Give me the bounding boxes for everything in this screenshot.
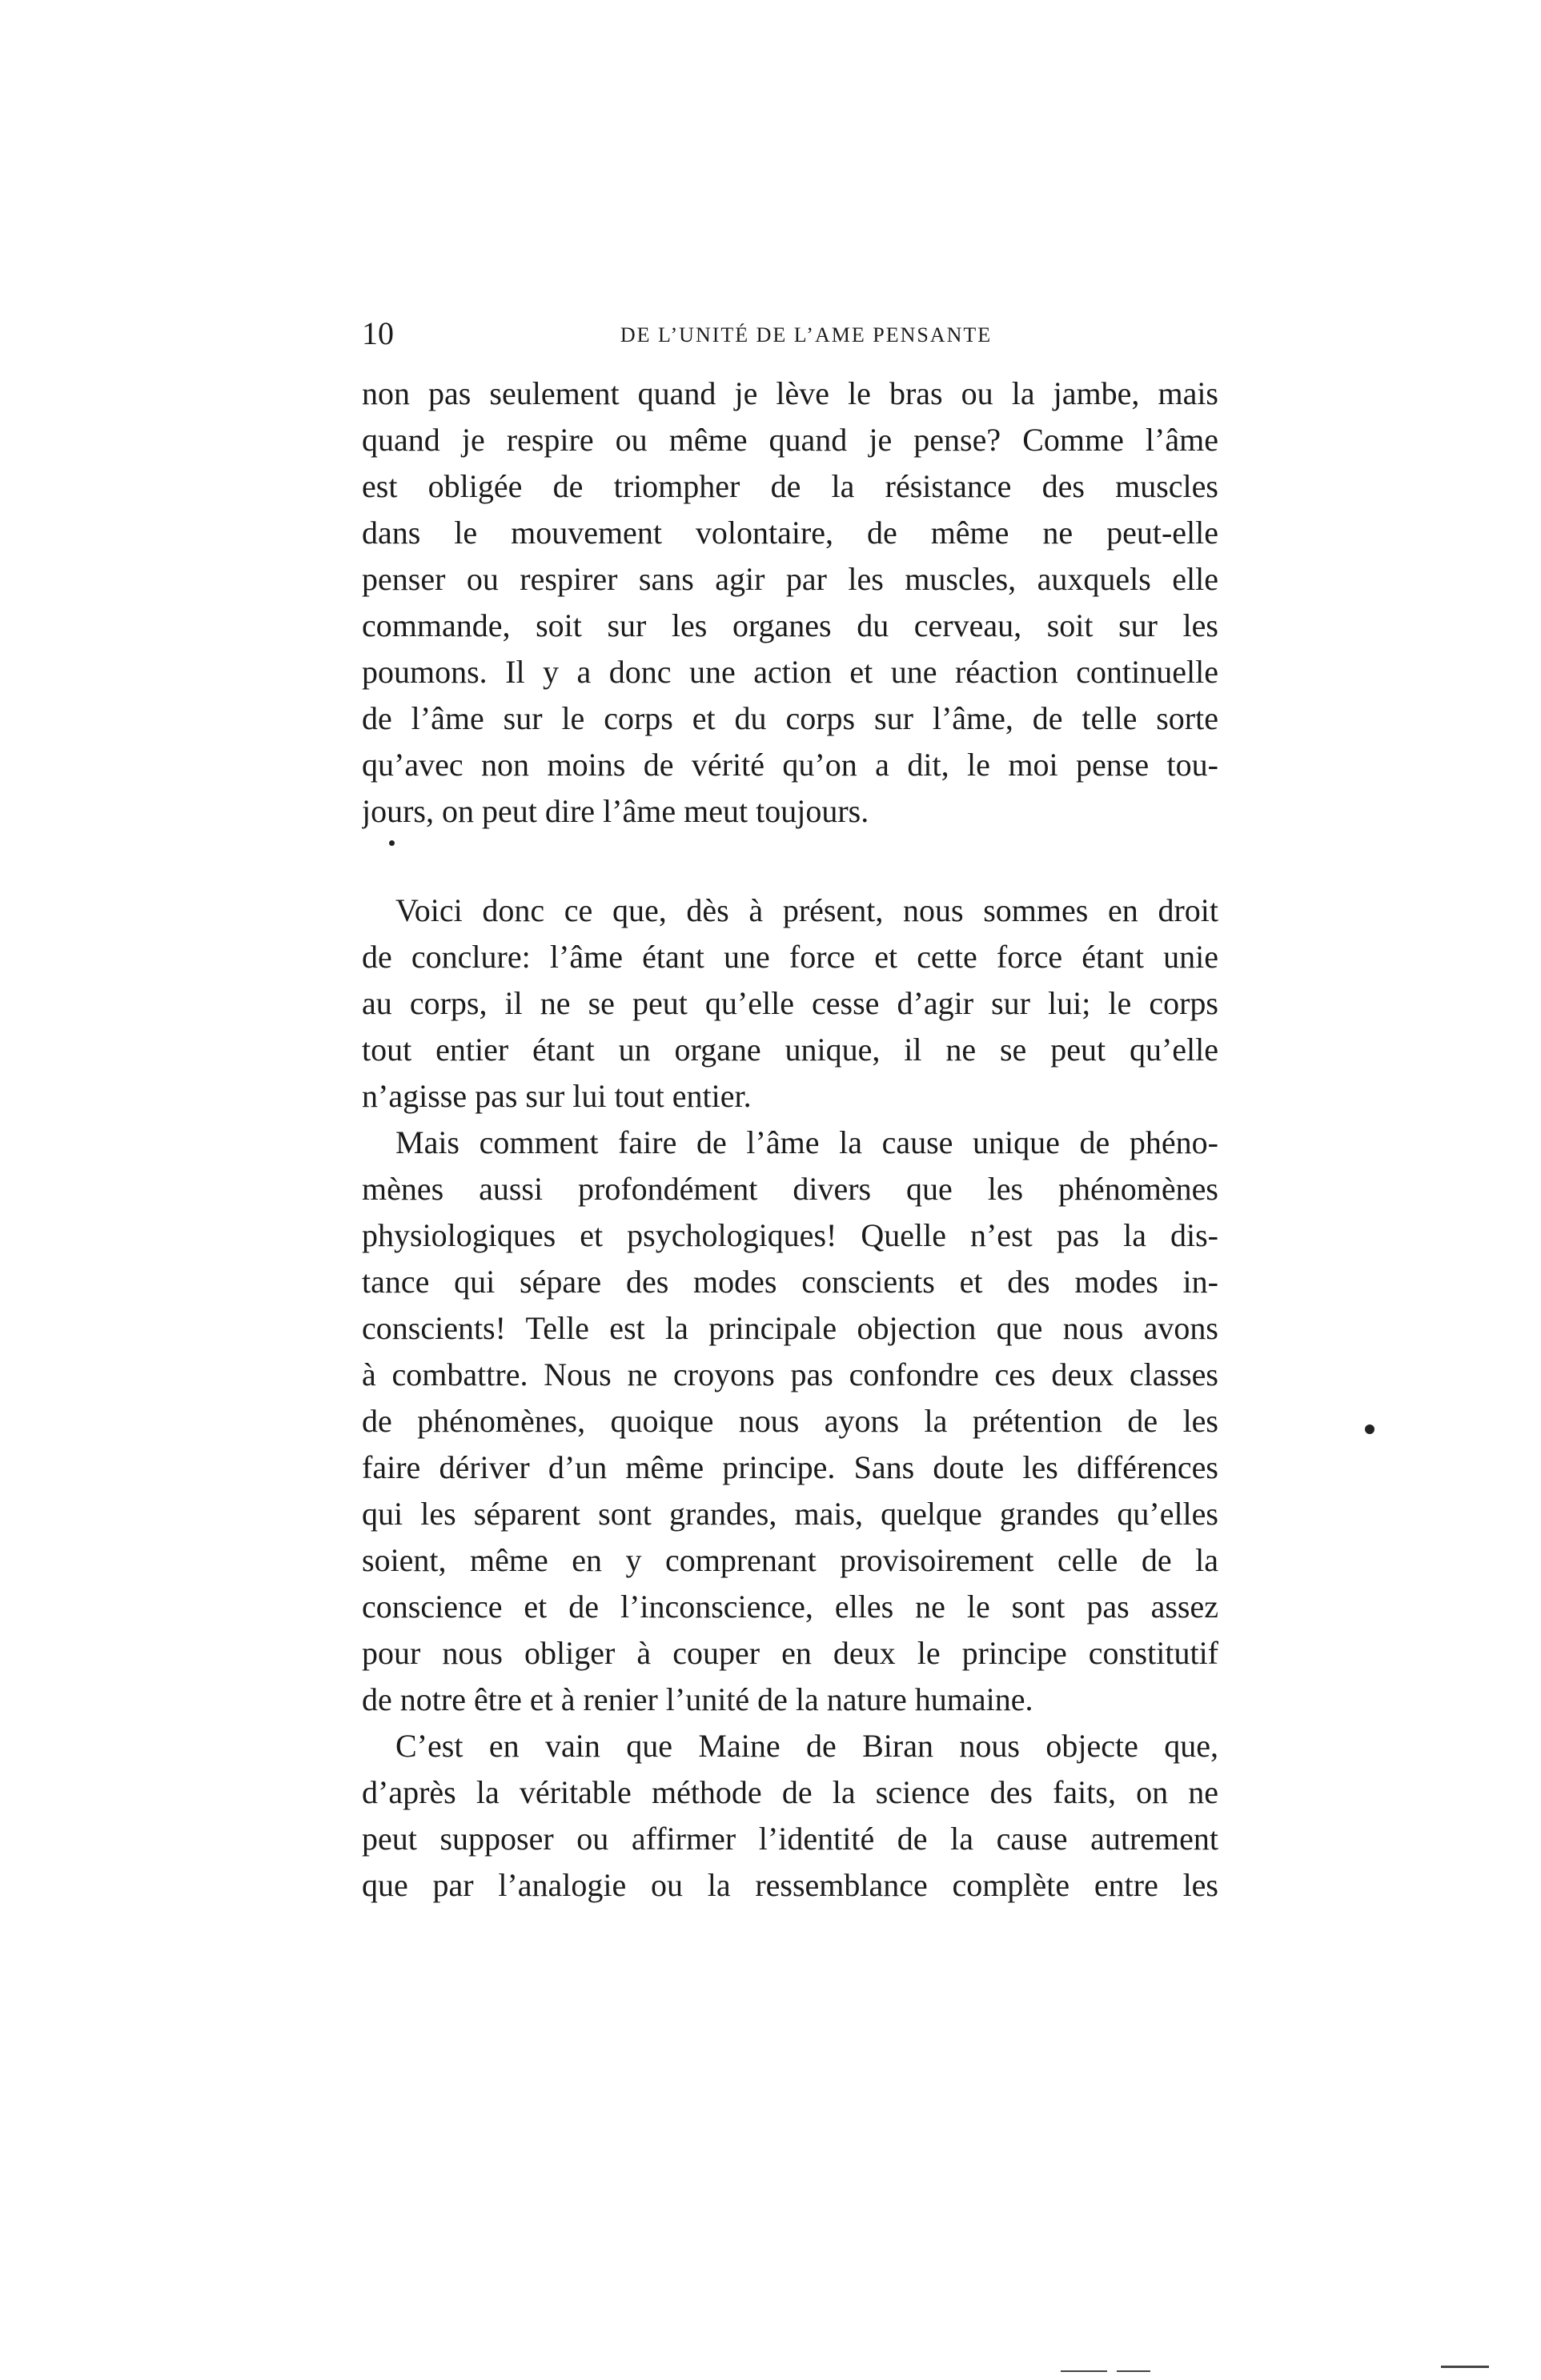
text-line: de notre être et à renier l’unité de la nature humaine. xyxy=(362,1681,1033,1717)
text-line: poumons. Il y a donc une action et une réaction continuelle xyxy=(362,654,1218,690)
body-text xyxy=(362,371,1218,1909)
text-line: dans le mouvement volontaire, de même ne peut-elle xyxy=(362,515,1218,551)
text-line: d’après la véritable méthode de la science des faits, on ne xyxy=(362,1774,1218,1810)
text-line: conscience et de l’inconscience, elles ne le sont pas assez xyxy=(362,1589,1218,1625)
scan-mark xyxy=(1441,2366,1489,2368)
text-line: n’agisse pas sur lui tout entier. xyxy=(362,1078,752,1114)
text-line: non pas seulement quand je lève le bras ou la jambe, mais xyxy=(362,375,1218,411)
text-line: tout entier étant un organe unique, il ne se peut qu’elle xyxy=(362,1032,1218,1068)
text-line: de phénomènes, quoique nous ayons la prétention de les xyxy=(362,1403,1218,1439)
text-line: tance qui sépare des modes conscients et des modes in- xyxy=(362,1264,1218,1300)
running-head xyxy=(362,314,1218,354)
paragraph-2 xyxy=(362,887,1218,1120)
scan-mark xyxy=(1061,2370,1107,2372)
text-line: que par l’analogie ou la ressemblance complète entre les xyxy=(362,1867,1218,1903)
text-line: Voici donc ce que, dès à présent, nous sommes en droit xyxy=(395,892,1218,928)
scan-mark xyxy=(1117,2370,1150,2372)
text-line: peut supposer ou affirmer l’identité de la cause autrement xyxy=(362,1821,1218,1857)
page-number: 10 xyxy=(362,315,394,351)
text-line: à combattre. Nous ne croyons pas confondre ces deux classes xyxy=(362,1356,1218,1392)
paragraph-4 xyxy=(362,1723,1218,1909)
paragraph-3 xyxy=(362,1120,1218,1723)
text-line: quand je respire ou même quand je pense? Comme l’âme xyxy=(362,422,1218,458)
text-line: soient, même en y comprenant provisoirement celle de la xyxy=(362,1542,1218,1578)
text-line: mènes aussi profondément divers que les phénomènes xyxy=(362,1171,1218,1207)
text-line: au corps, il ne se peut qu’elle cesse d’agir sur lui; le corps xyxy=(362,985,1218,1021)
text-line: physiologiques et psychologiques! Quelle n’est pas la dis- xyxy=(362,1217,1218,1253)
ink-speck xyxy=(389,840,395,846)
text-line: penser ou respirer sans agir par les muscles, auxquels elle xyxy=(362,561,1218,597)
text-line: C’est en vain que Maine de Biran nous objecte que, xyxy=(395,1728,1218,1764)
paragraph-spacer xyxy=(362,835,1218,887)
text-line: qu’avec non moins de vérité qu’on a dit, le moi pense tou- xyxy=(362,747,1218,783)
text-line: faire dériver d’un même principe. Sans doute les différences xyxy=(362,1449,1218,1485)
text-line: de conclure: l’âme étant une force et cette force étant unie xyxy=(362,939,1218,975)
text-line: jours, on peut dire l’âme meut toujours. xyxy=(362,793,869,829)
text-line: commande, soit sur les organes du cerveau, soit sur les xyxy=(362,607,1218,643)
text-line: qui les séparent sont grandes, mais, quelque grandes qu’elles xyxy=(362,1496,1218,1532)
text-line: Mais comment faire de l’âme la cause unique de phéno- xyxy=(395,1124,1218,1160)
text-line: de l’âme sur le corps et du corps sur l’âme, de telle sorte xyxy=(362,700,1218,736)
paragraph-1 xyxy=(362,371,1218,835)
text-line: pour nous obliger à couper en deux le principe constitutif xyxy=(362,1635,1218,1671)
ink-speck xyxy=(1365,1424,1374,1434)
text-line: est obligée de triompher de la résistance des muscles xyxy=(362,468,1218,504)
running-title: DE L’UNITÉ DE L’AME PENSANTE xyxy=(620,323,993,347)
text-line: conscients! Telle est la principale objection que nous avons xyxy=(362,1310,1218,1346)
